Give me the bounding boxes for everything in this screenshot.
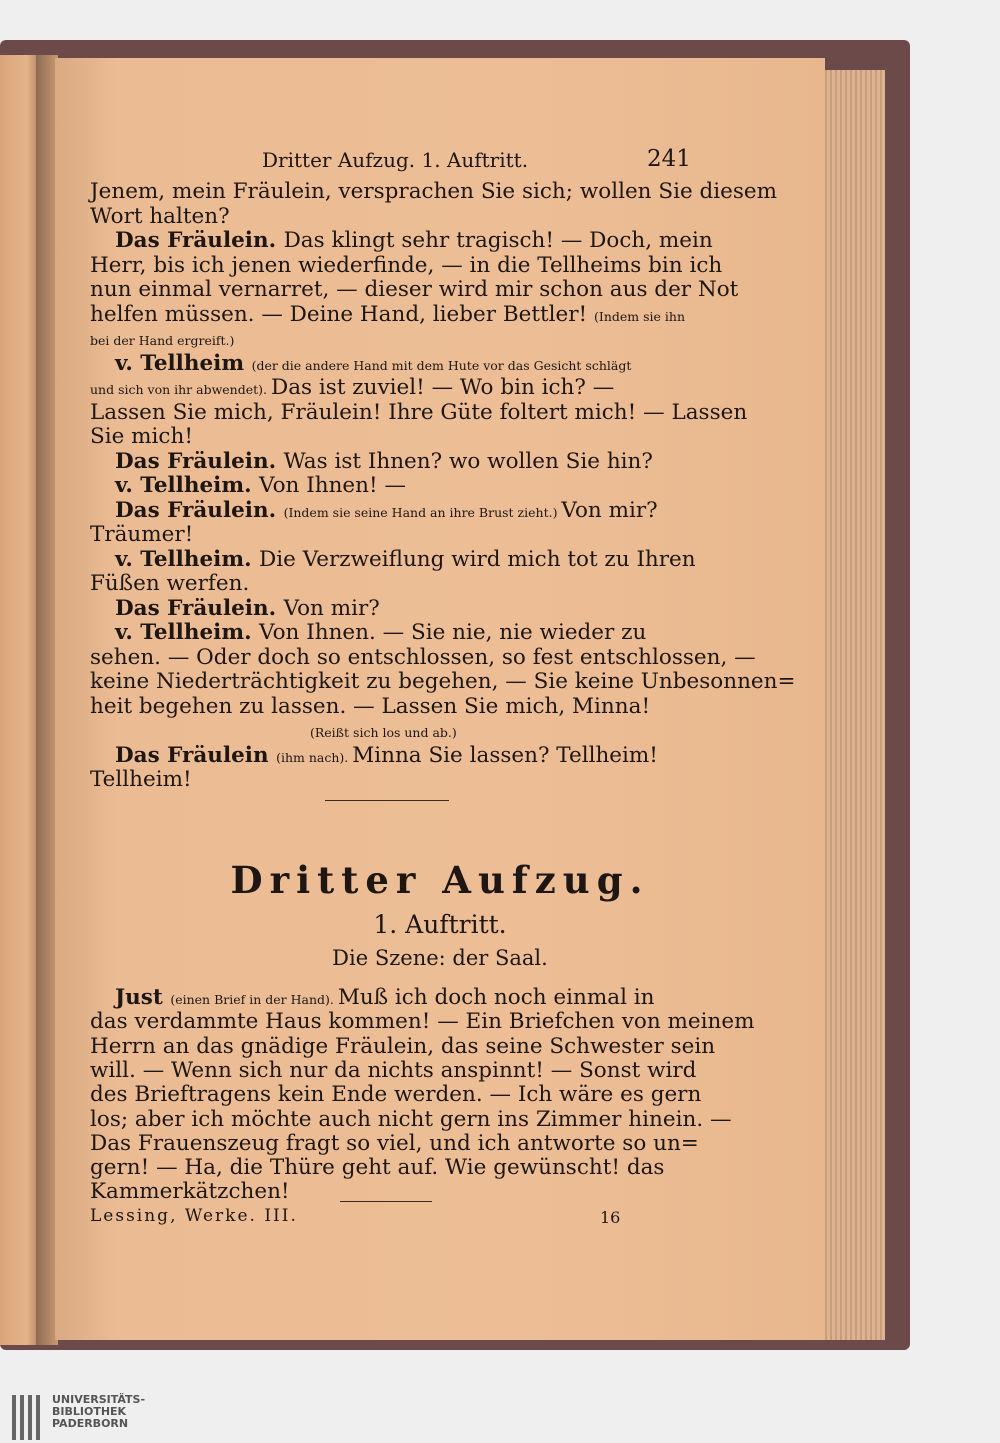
dialogue-text: Von mir?: [561, 497, 658, 523]
dialogue-text: los; aber ich möchte auch nicht gern ins Zimmer hinein. —: [90, 1106, 732, 1132]
dialogue-text: Die Verzweiflung wird mich tot zu Ihren: [259, 546, 696, 572]
dialogue-text: heit begehen zu lassen. — Lassen Sie mich, Minna!: [90, 693, 651, 719]
text-line: [115, 987, 655, 1009]
left-page-edge: [0, 55, 38, 1345]
dialogue-text: Das ist zuviel! — Wo bin ich? —: [270, 375, 615, 400]
text-line: [90, 1057, 697, 1083]
stage-direction: (ihm nach).: [276, 749, 353, 765]
dialogue-text: Füßen werfen.: [90, 571, 250, 596]
dialogue-text: Lassen Sie mich, Fräulein! Ihre Güte foltert mich! — Lassen: [90, 399, 748, 425]
dialogue-text: Jenem, mein Fräulein, versprachen Sie sich; wollen Sie diesem: [90, 179, 778, 204]
running-title: Dritter Aufzug. 1. Auftritt.: [262, 148, 529, 172]
text-line: [90, 399, 748, 425]
text-line: [90, 1130, 699, 1156]
dialogue-text: Das klingt sehr tragisch! — Doch, mein: [283, 228, 713, 253]
text-line: [90, 301, 685, 327]
speaker-name: v. Tellheim.: [115, 620, 260, 645]
book-page: [55, 58, 825, 1340]
stage-direction: (der die andere Hand mit dem Hute vor das Gesicht schlägt: [251, 357, 632, 373]
text-line: [90, 426, 193, 448]
printer-signature: Lessing, Werke. III.: [90, 1206, 298, 1226]
text-line: [90, 181, 777, 203]
text-line: [115, 546, 696, 572]
dialogue-text: Sie mich!: [90, 424, 193, 449]
text-line: [115, 475, 406, 497]
text-line: [90, 1011, 754, 1033]
dialogue-text: Muß ich doch noch einmal in: [337, 985, 655, 1010]
text-line: [90, 279, 738, 301]
page-number: 241: [647, 146, 691, 172]
stage-direction: (Indem sie ihn: [594, 308, 685, 324]
text-line: [90, 1033, 716, 1059]
dialogue-text: sehen. — Oder doch so entschlossen, so fest entschlossen, —: [90, 644, 756, 670]
dialogue-text: Wort halten?: [90, 203, 230, 229]
text-line: [90, 573, 249, 595]
text-line: [115, 742, 658, 768]
text-line: [90, 252, 723, 278]
speaker-name: Das Fräulein.: [115, 595, 284, 621]
text-line: [90, 328, 234, 350]
dialogue-text: nun einmal vernarret, — dieser wird mir schon aus der Not: [90, 277, 739, 302]
text-line: [90, 377, 614, 399]
dialogue-text: das verdammte Haus kommen! — Ein Briefchen von meinem: [90, 1009, 755, 1035]
section-divider: [325, 800, 449, 801]
text-line: [115, 497, 658, 523]
act-title: Dritter Aufzug.: [230, 858, 650, 902]
stage-direction: bei der Hand ergreift.): [90, 333, 235, 348]
speaker-name: Das Fräulein: [115, 742, 277, 768]
text-line: [310, 720, 457, 742]
page-block-edge: [815, 70, 885, 1340]
library-name-line: UNIVERSITÄTS-: [52, 1393, 146, 1406]
stage-direction: (Indem sie seine Hand an ihre Brust zieht.): [283, 504, 562, 520]
library-logo: [0, 1392, 1000, 1443]
text-line: [115, 622, 646, 644]
speaker-name: v. Tellheim.: [115, 473, 260, 498]
scene-title: 1. Auftritt.: [373, 910, 507, 939]
text-line: [115, 230, 713, 252]
dialogue-text: keine Niederträchtigkeit zu begehen, — Sie keine Unbesonnen=: [90, 669, 796, 694]
text-line: [90, 524, 193, 546]
dialogue-text: Von Ihnen! —: [259, 473, 406, 498]
dialogue-text: Minna Sie lassen? Tellheim!: [352, 742, 658, 768]
dialogue-text: Das Frauenszeug fragt so viel, und ich antworte so un=: [90, 1130, 699, 1156]
text-line: [90, 1084, 701, 1106]
dialogue-text: will. — Wenn sich nur da nichts anspinnt! — Sonst wird: [90, 1057, 697, 1083]
library-name-line: BIBLIOTHEK: [52, 1405, 127, 1418]
stage-direction: (Reißt sich los und ab.): [310, 725, 457, 740]
text-line: [90, 693, 651, 719]
text-line: [90, 1106, 732, 1132]
library-name-line: PADERBORN: [52, 1417, 129, 1430]
dialogue-text: helfen müssen. — Deine Hand, lieber Bettler!: [90, 301, 595, 327]
text-line: [90, 1181, 290, 1203]
speaker-name: Das Fräulein.: [115, 228, 284, 253]
speaker-name: Just: [115, 985, 171, 1010]
library-logo-icon: [12, 1395, 46, 1440]
text-line: [90, 644, 756, 670]
dialogue-text: Träumer!: [90, 522, 194, 547]
text-line: [115, 595, 380, 621]
footer-rule: [340, 1201, 432, 1202]
dialogue-text: des Brieftragens kein Ende werden. — Ich wäre es gern: [90, 1082, 702, 1108]
text-line: [90, 671, 796, 693]
speaker-name: Das Fräulein.: [115, 448, 284, 474]
speaker-name: Das Fräulein.: [115, 497, 284, 523]
dialogue-text: Kammerkätzchen!: [90, 1179, 290, 1205]
library-name: [52, 1394, 145, 1430]
stage-direction: (einen Brief in der Hand).: [170, 992, 338, 1007]
text-line: [115, 350, 632, 376]
text-line: [115, 448, 653, 474]
speaker-name: v. Tellheim.: [115, 546, 260, 572]
dialogue-text: Tellheim!: [90, 767, 192, 792]
dialogue-text: gern! — Ha, die Thüre geht auf. Wie gewünscht! das: [90, 1155, 665, 1181]
dialogue-text: Von Ihnen. — Sie nie, nie wieder zu: [259, 620, 647, 645]
text-line: [90, 203, 230, 229]
speaker-name: v. Tellheim: [115, 350, 252, 376]
text-line: [90, 1157, 664, 1179]
dialogue-text: Herr, bis ich jenen wiederfinde, — in die Tellheims bin ich: [90, 252, 723, 278]
stage-direction: und sich von ihr abwendet).: [90, 382, 271, 397]
dialogue-text: Herrn an das gnädige Fräulein, das seine Schwester sein: [90, 1033, 716, 1059]
sheet-number: 16: [600, 1208, 621, 1227]
scene-setting: Die Szene: der Saal.: [332, 946, 548, 970]
dialogue-text: Was ist Ihnen? wo wollen Sie hin?: [283, 448, 653, 474]
dialogue-text: Von mir?: [283, 595, 380, 621]
text-line: [90, 769, 192, 791]
